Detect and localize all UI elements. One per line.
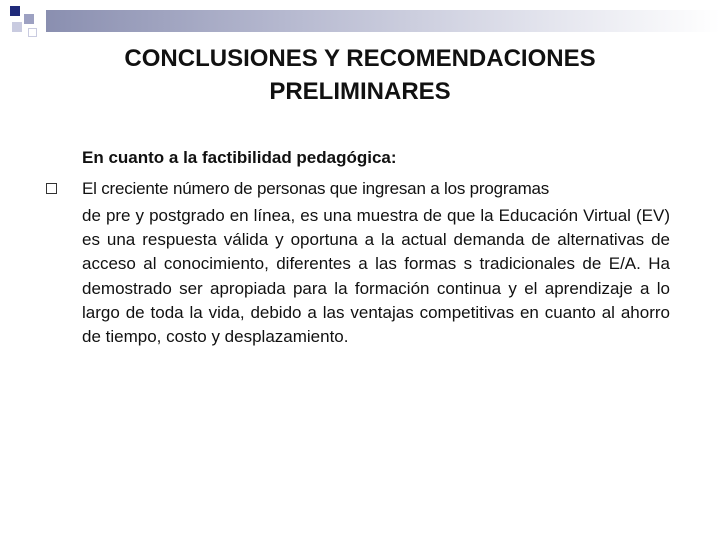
deco-square-light (12, 22, 22, 32)
header-gradient-bar (46, 10, 720, 32)
deco-square-dark (10, 6, 20, 16)
deco-square-mid (24, 14, 34, 24)
subheading: En cuanto a la factibilidad pedagógica: (82, 148, 397, 167)
slide-title: CONCLUSIONES Y RECOMENDACIONES PRELIMINARES (124, 45, 596, 105)
hollow-square-bullet-icon (46, 183, 57, 194)
header-decoration (0, 0, 720, 40)
bullet-body-text: de pre y postgrado en línea, es una muestra de que la Educación Virtual (EV) es una respuesta válida y oportuna a la actual demanda de alternativas de acceso al conocimiento, diferentes a las formas s tradicionales de E/A. Ha demostrado ser apropiada para la formación continua y el aprendizaje a lo largo de toda la vida, debido a las ventajas competitivas en cuanto al ahorro de tiempo, costo y desplazamiento. (82, 206, 670, 347)
bullet-first-line: El creciente número de personas que ingresan a los programas (82, 179, 550, 198)
deco-square-outline (28, 28, 37, 37)
